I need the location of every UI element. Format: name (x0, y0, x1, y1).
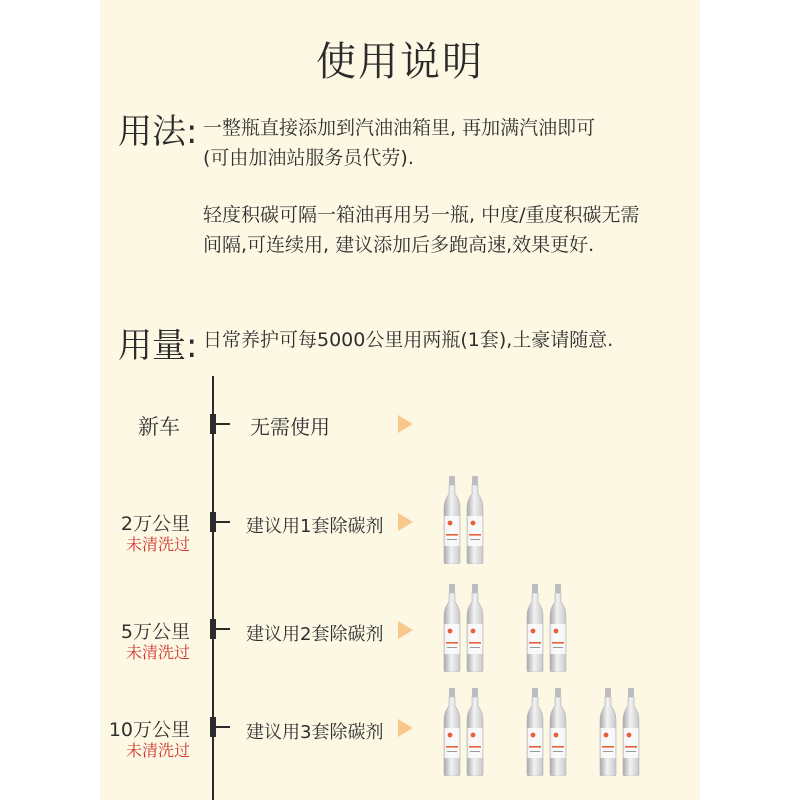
cleaner-bottle-icon (466, 584, 484, 672)
stage-50k-note: 未清洗过 (125, 643, 190, 662)
stage-new-car: 新车 (138, 415, 180, 439)
cleaner-bottle-icon (443, 584, 461, 672)
dosage-heading: 用量: (118, 326, 198, 366)
cleaner-bottle-icon (443, 688, 461, 776)
cleaner-bottle-icon (549, 584, 567, 672)
stage-100k-note: 未清洗过 (125, 741, 190, 760)
stage-20k-note: 未清洗过 (125, 535, 190, 554)
cleaner-bottle-icon (549, 688, 567, 776)
cleaner-bottle-icon (526, 688, 544, 776)
timeline-tick-arm (216, 521, 230, 523)
cleaner-bottle-icon (599, 688, 617, 776)
usage-heading: 用法: (118, 112, 198, 152)
usage-50k-km: 建议用2套除碳剂 (246, 624, 384, 645)
play-triangle-icon (398, 719, 413, 737)
usage-line-4: 间隔,可连续用, 建议添加后多跑高速,效果更好. (203, 234, 595, 256)
stage-50k-km: 5万公里 (120, 621, 190, 643)
usage-20k-km: 建议用1套除碳剂 (246, 516, 384, 537)
cleaner-bottle-icon (466, 688, 484, 776)
cleaner-bottle-icon (622, 688, 640, 776)
cleaner-bottle-icon (466, 476, 484, 564)
play-triangle-icon (398, 621, 413, 639)
stage-20k-km: 2万公里 (120, 513, 190, 535)
usage-new-car: 无需使用 (250, 415, 330, 439)
usage-line-3: 轻度积碳可隔一箱油再用另一瓶, 中度/重度积碳无需 (203, 204, 640, 226)
page-title: 使用说明 (316, 39, 484, 85)
stage-100k-km: 10万公里 (108, 719, 190, 741)
timeline-tick-arm (216, 628, 230, 630)
cleaner-bottle-icon (443, 476, 461, 564)
play-triangle-icon (398, 513, 413, 531)
timeline-tick-arm (216, 726, 230, 728)
cleaner-bottle-icon (526, 584, 544, 672)
dosage-text: 日常养护可每5000公里用两瓶(1套),土豪请随意. (203, 329, 614, 351)
play-triangle-icon (398, 415, 413, 433)
usage-line-2: (可由加油站服务员代劳). (203, 147, 414, 169)
usage-line-1: 一整瓶直接添加到汽油油箱里, 再加满汽油即可 (203, 117, 596, 139)
usage-100k-km: 建议用3套除碳剂 (246, 722, 384, 743)
timeline-tick-arm (216, 423, 230, 425)
